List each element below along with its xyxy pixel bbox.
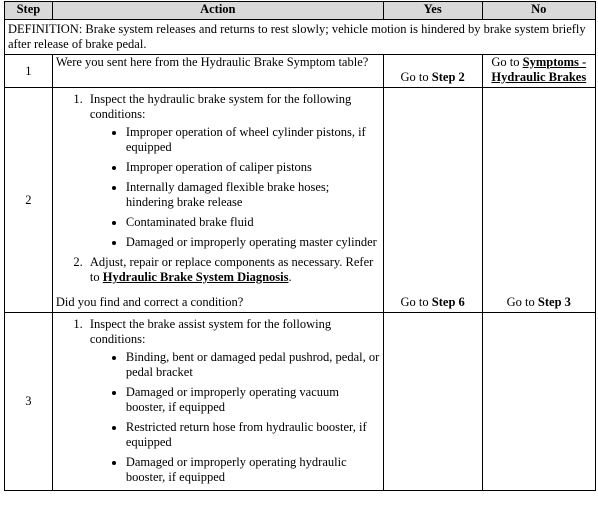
condition-item: • Internally damaged flexible brake hoses; hindering brake release — [126, 180, 380, 210]
instruction-text: Inspect the hydraulic brake system for the following conditions: — [89, 92, 352, 121]
condition-item: • Binding, bent or damaged pedal pushrod, pedal, or pedal bracket — [126, 350, 380, 380]
step-number: 1 — [5, 55, 53, 88]
yes-cell — [383, 88, 482, 313]
instruction-list — [56, 317, 380, 485]
instruction-end: . — [288, 270, 292, 284]
no-prefix: Go to — [506, 295, 538, 309]
instruction-list — [56, 92, 380, 285]
no-cell — [482, 313, 595, 491]
yes-cell — [383, 313, 482, 491]
step-row-2 — [5, 88, 596, 313]
condition-item: • Improper operation of caliper pistons — [126, 160, 380, 175]
definition-text: DEFINITION: Brake system releases and returns to rest slowly; vehicle motion is hindered by brake system briefly after release of brake pedal. — [5, 20, 596, 55]
condition-item: • Restricted return hose from hydraulic booster, if equipped — [126, 420, 380, 450]
header-no: No — [482, 2, 595, 20]
condition-list — [90, 125, 380, 250]
symptoms-link[interactable]: Symptoms - Hydraulic Brakes — [491, 55, 587, 84]
step-row-1 — [5, 55, 596, 88]
yes-prefix: Go to — [400, 295, 432, 309]
step-number: 2 — [5, 88, 53, 313]
no-step-link[interactable]: Step 3 — [537, 295, 571, 309]
step-action — [52, 313, 383, 491]
header-step: Step — [5, 2, 53, 20]
condition-item: • Damaged or improperly operating vacuum booster, if equipped — [126, 385, 380, 415]
yes-step-link[interactable]: Step 2 — [431, 70, 465, 84]
yes-step-link[interactable]: Step 6 — [431, 295, 465, 309]
diagnostic-table — [4, 1, 596, 491]
header-row — [5, 2, 596, 20]
no-prefix: Go to — [491, 55, 523, 69]
instruction-text: Adjust, repair or replace components as necessary. Refer to — [89, 255, 374, 284]
diagnosis-link[interactable]: Hydraulic Brake System Diagnosis — [102, 270, 289, 284]
step-action — [52, 88, 383, 313]
instruction-item — [86, 255, 380, 285]
step-number: 3 — [5, 313, 53, 491]
condition-item: • Damaged or improperly operating master cylinder — [126, 235, 380, 250]
header-yes: Yes — [383, 2, 482, 20]
definition-row — [5, 20, 596, 55]
header-action: Action — [52, 2, 383, 20]
condition-item: • Contaminated brake fluid — [126, 215, 380, 230]
condition-item: • Damaged or improperly operating hydraulic booster, if equipped — [126, 455, 380, 485]
condition-item: • Improper operation of wheel cylinder pistons, if equipped — [126, 125, 380, 155]
instruction-text: Inspect the brake assist system for the following conditions: — [89, 317, 332, 346]
step-action: Were you sent here from the Hydraulic Brake Symptom table? — [52, 55, 383, 88]
condition-list — [90, 350, 380, 485]
step-question: Did you find and correct a condition? — [55, 295, 244, 309]
no-cell — [482, 88, 595, 313]
step-row-3 — [5, 313, 596, 491]
yes-prefix: Go to — [400, 70, 432, 84]
yes-cell — [383, 55, 482, 88]
instruction-item — [86, 92, 380, 250]
no-cell — [482, 55, 595, 88]
instruction-item — [86, 317, 380, 485]
